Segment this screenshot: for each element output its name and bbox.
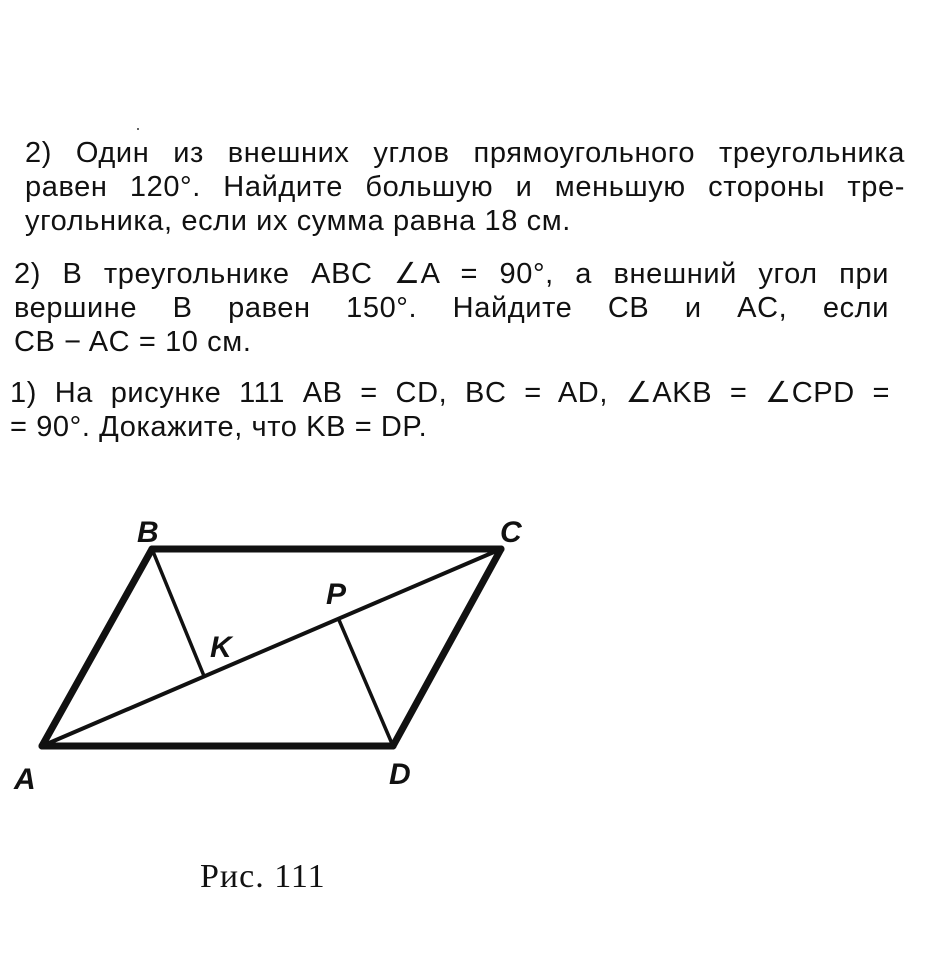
- problem-2-line-1: 2) В треугольнике ABC ∠A = 90°, а внешний угол при: [14, 258, 889, 290]
- label-k: K: [210, 631, 232, 664]
- problem-1: [25, 136, 905, 238]
- problem-2-line-3: CB − AC = 10 см.: [14, 326, 252, 358]
- problem-2-line-2: вершине B равен 150°. Найдите CB и AC, если: [14, 292, 889, 324]
- speck-dot: [137, 128, 139, 130]
- side-cd: [393, 549, 501, 746]
- figure-111: [0, 500, 935, 810]
- problem-3-line-2: = 90°. Докажите, что KB = DP.: [10, 411, 428, 443]
- problem-1-line-1: 2) Один из внешних углов прямоугольного треугольника: [25, 137, 905, 169]
- label-b: B: [137, 516, 159, 549]
- label-d: D: [389, 758, 411, 791]
- diagonal-ac: [42, 549, 501, 746]
- perpendicular-dp: [339, 620, 393, 746]
- perpendicular-bk: [152, 549, 204, 676]
- problem-3-line-1: 1) На рисунке 111 AB = CD, BC = AD, ∠AKB = ∠CPD =: [10, 377, 890, 409]
- problem-1-line-2: равен 120°. Найдите большую и меньшую стороны тре-: [25, 171, 905, 203]
- side-ab: [42, 549, 152, 746]
- problem-3: [10, 376, 890, 444]
- figure-caption: Рис. 111: [200, 858, 326, 895]
- label-a: A: [14, 763, 36, 796]
- problem-1-line-3: угольника, если их сумма равна 18 см.: [25, 205, 571, 237]
- problem-2: [14, 257, 889, 359]
- label-c: C: [500, 516, 522, 549]
- label-p: P: [326, 578, 347, 611]
